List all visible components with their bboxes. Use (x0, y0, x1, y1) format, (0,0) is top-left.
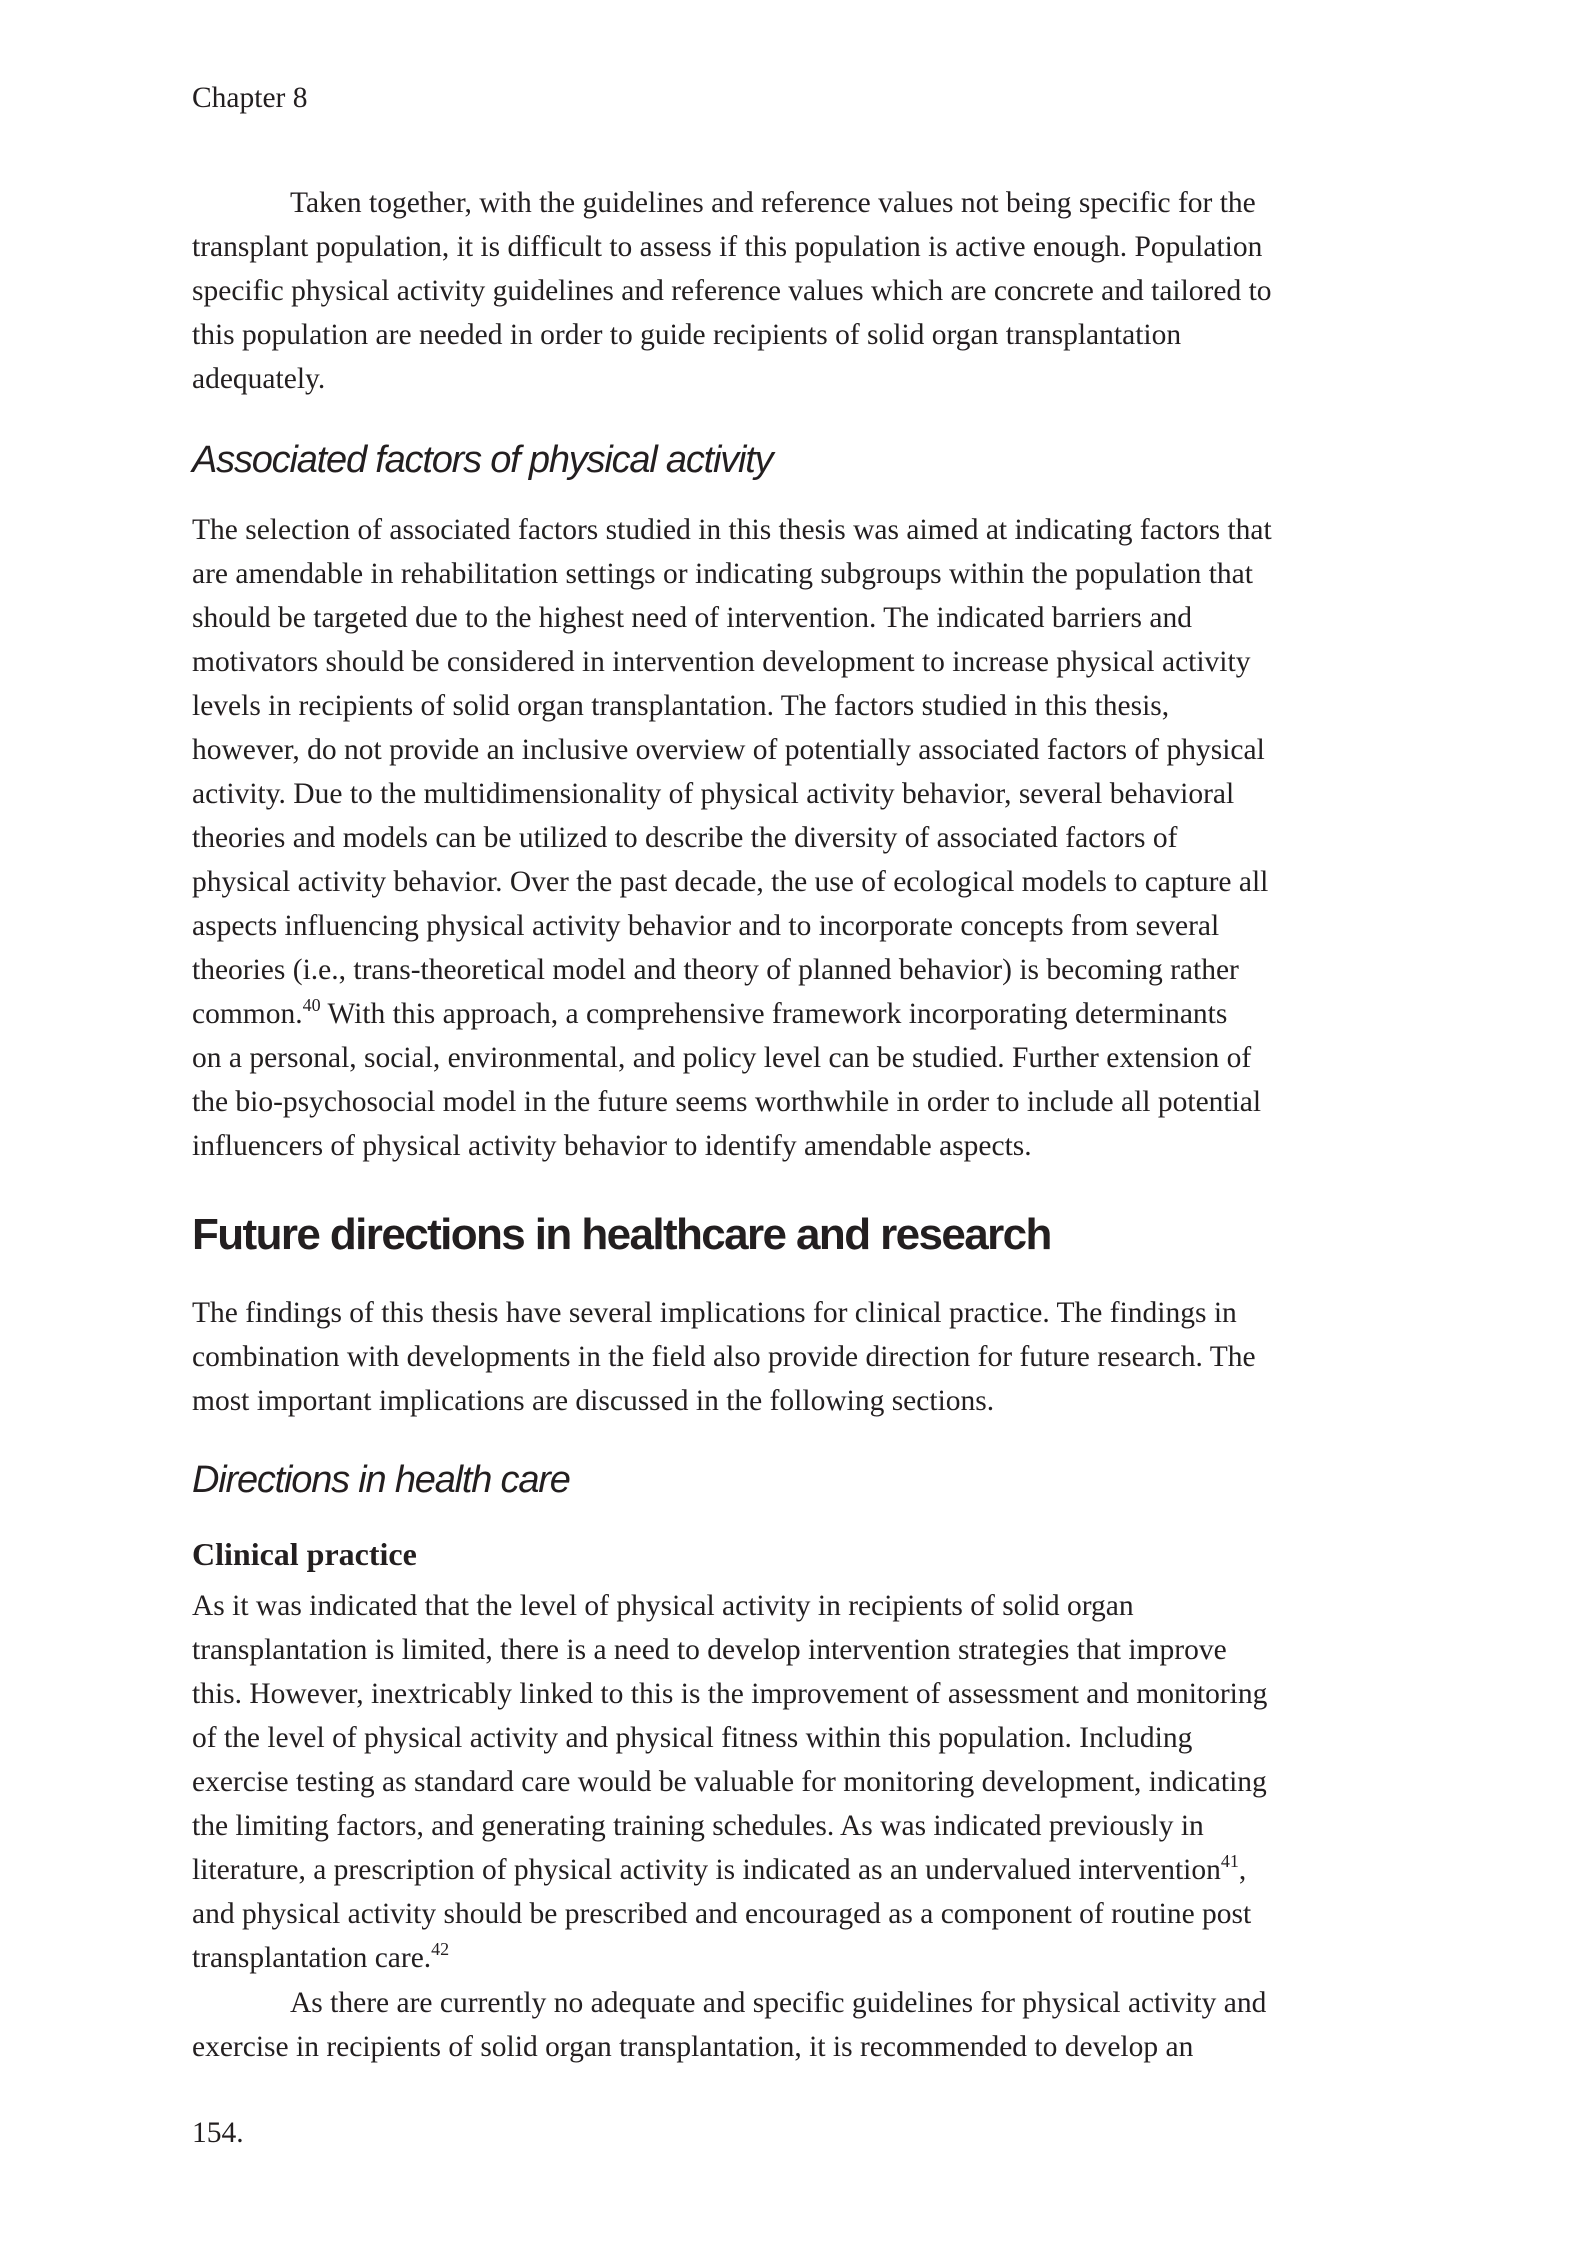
text-line: influencers of physical activity behavior to identify amendable aspects. (192, 1130, 1032, 1162)
citation-superscript: 40 (302, 995, 321, 1015)
text-line: and physical activity should be prescribed and encouraged as a component of routine post (192, 1898, 1252, 1930)
text-segment: , (1238, 1854, 1247, 1886)
text-line: most important implications are discussed in the following sections. (192, 1385, 995, 1417)
text-line: activity. Due to the multidimensionality of physical activity behavior, several behavioral (192, 778, 1235, 810)
text-line: motivators should be considered in intervention development to increase physical activity (192, 646, 1251, 678)
heading-future-directions: Future directions in healthcare and research (192, 1210, 1051, 1259)
text-line: transplantation is limited, there is a need to develop intervention strategies that improve (192, 1634, 1227, 1666)
text-line: levels in recipients of solid organ transplantation. The factors studied in this thesis, (192, 690, 1170, 722)
citation-superscript: 41 (1220, 1851, 1239, 1871)
text-line: combination with developments in the field also provide direction for future research. The (192, 1341, 1256, 1373)
text-line: The findings of this thesis have several implications for clinical practice. The findings in (192, 1297, 1237, 1329)
text-line: Taken together, with the guidelines and reference values not being specific for the (290, 187, 1256, 219)
text-line: on a personal, social, environmental, and policy level can be studied. Further extension of (192, 1042, 1252, 1074)
text-line: this population are needed in order to guide recipients of solid organ transplantation (192, 319, 1182, 351)
text-line (192, 1936, 449, 1980)
text-line: of the level of physical activity and physical fitness within this population. Including (192, 1722, 1193, 1754)
running-head: Chapter 8 (192, 82, 308, 114)
text-line: As it was indicated that the level of physical activity in recipients of solid organ (192, 1590, 1134, 1622)
text-line: transplant population, it is difficult to assess if this population is active enough. Population (192, 231, 1263, 263)
text-line: theories (i.e., trans-theoretical model and theory of planned behavior) is becoming rather (192, 954, 1239, 986)
text-line: the bio-psychosocial model in the future seems worthwhile in order to include all potential (192, 1086, 1262, 1118)
text-line: specific physical activity guidelines and reference values which are concrete and tailored to (192, 275, 1272, 307)
page-number: 154. (192, 2117, 244, 2149)
text-line: As there are currently no adequate and specific guidelines for physical activity and (290, 1987, 1267, 2019)
citation-superscript: 42 (431, 1939, 450, 1959)
text-line: exercise testing as standard care would be valuable for monitoring development, indicating (192, 1766, 1267, 1798)
text-line: The selection of associated factors studied in this thesis was aimed at indicating factors that (192, 514, 1272, 546)
text-line: are amendable in rehabilitation settings or indicating subgroups within the population that (192, 558, 1253, 590)
text-line (192, 992, 1227, 1036)
text-line: aspects influencing physical activity behavior and to incorporate concepts from several (192, 910, 1220, 942)
heading-associated-factors: Associated factors of physical activity (192, 439, 773, 481)
text-line: theories and models can be utilized to describe the diversity of associated factors of (192, 822, 1178, 854)
text-segment: common. (192, 998, 303, 1030)
text-line: adequately. (192, 363, 326, 395)
text-segment: With this approach, a comprehensive framework incorporating determinants (320, 998, 1228, 1030)
heading-directions-health-care: Directions in health care (192, 1459, 570, 1501)
text-line: physical activity behavior. Over the past decade, the use of ecological models to capture all (192, 866, 1269, 898)
text-segment: transplantation care. (192, 1942, 432, 1974)
text-line: the limiting factors, and generating training schedules. As was indicated previously in (192, 1810, 1204, 1842)
text-line: however, do not provide an inclusive overview of potentially associated factors of physical (192, 734, 1265, 766)
text-line: this. However, inextricably linked to this is the improvement of assessment and monitoring (192, 1678, 1268, 1710)
text-line: exercise in recipients of solid organ transplantation, it is recommended to develop an (192, 2031, 1194, 2063)
text-segment: literature, a prescription of physical activity is indicated as an undervalued intervention (192, 1854, 1221, 1886)
text-line: should be targeted due to the highest need of intervention. The indicated barriers and (192, 602, 1192, 634)
heading-clinical-practice: Clinical practice (192, 1536, 417, 1572)
text-line (192, 1848, 1246, 1892)
